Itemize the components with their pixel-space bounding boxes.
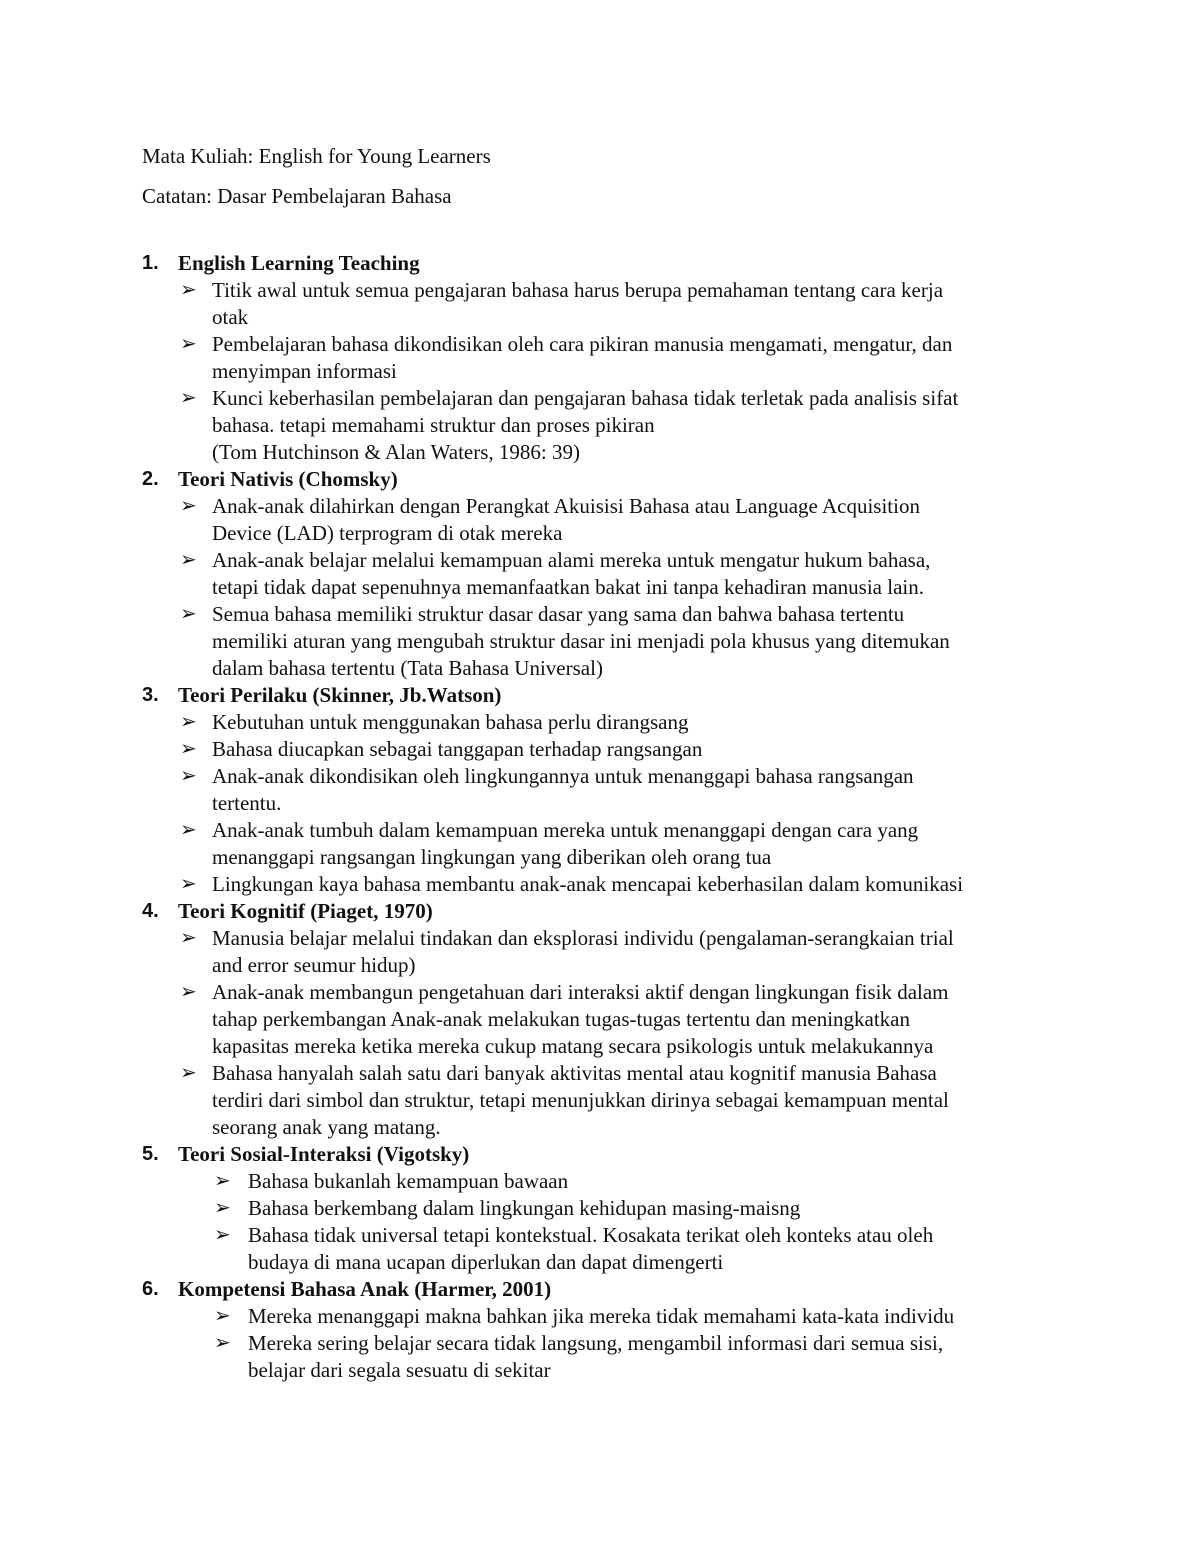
citation: (Tom Hutchinson & Alan Waters, 1986: 39) [212,440,580,464]
arrowhead-bullet-icon: ➢ [180,1062,197,1084]
bullet-item [0,709,1200,736]
bullet-text-line: Manusia belajar melalui tindakan dan eksplorasi individu (pengalaman-serangkaian trial [212,926,954,950]
bullet-item [0,817,1200,871]
bullet-item [0,736,1200,763]
section-heading [0,1276,1200,1303]
bullet-text-line: Device (LAD) terprogram di otak mereka [212,521,563,545]
section-title: Teori Perilaku (Skinner, Jb.Watson) [178,683,502,707]
section-title: Teori Kognitif (Piaget, 1970) [178,899,433,923]
arrowhead-bullet-icon: ➢ [180,711,197,733]
bullet-item [0,601,1200,682]
note-title: Catatan: Dasar Pembelajaran Bahasa [142,184,452,208]
arrowhead-bullet-icon: ➢ [214,1305,231,1327]
bullet-text-line: menyimpan informasi [212,359,397,383]
bullet-item [0,331,1200,385]
arrowhead-bullet-icon: ➢ [180,738,197,760]
section-number: 4. [142,900,159,922]
bullet-item [0,925,1200,979]
bullet-text-line: Anak-anak dilahirkan dengan Perangkat Akuisisi Bahasa atau Language Acquisition [212,494,920,518]
course-title: Mata Kuliah: English for Young Learners [142,144,491,168]
section-heading [0,898,1200,925]
numbered-section-list [0,250,1200,1384]
arrowhead-bullet-icon: ➢ [180,387,197,409]
section-title: Teori Nativis (Chomsky) [178,467,398,491]
bullet-text-line: Lingkungan kaya bahasa membantu anak-anak mencapai keberhasilan dalam komunikasi [212,872,964,896]
section-number: 2. [142,468,159,490]
bullet-text-line: Pembelajaran bahasa dikondisikan oleh cara pikiran manusia mengamati, mengatur, dan [212,332,953,356]
section-number: 3. [142,684,159,706]
bullet-item [0,1168,1200,1195]
section-title: English Learning Teaching [178,251,420,275]
bullet-text-line: tetapi tidak dapat sepenuhnya memanfaatkan bakat ini tanpa kehadiran manusia lain. [212,575,924,599]
arrowhead-bullet-icon: ➢ [180,495,197,517]
section-number: 6. [142,1278,159,1300]
bullet-text-line: Anak-anak dikondisikan oleh lingkungannya untuk menanggapi bahasa rangsangan [212,764,914,788]
bullet-text-line: Mereka sering belajar secara tidak langsung, mengambil informasi dari semua sisi, [248,1331,944,1355]
arrowhead-bullet-icon: ➢ [180,765,197,787]
bullet-item [0,1330,1200,1384]
bullet-item [0,1222,1200,1276]
bullet-item [0,979,1200,1060]
bullet-text-line: kapasitas mereka ketika mereka cukup matang secara psikologis untuk melakukannya [212,1034,934,1058]
bullet-text-line: Kunci keberhasilan pembelajaran dan pengajaran bahasa tidak terletak pada analisis sifat [212,386,959,410]
bullet-text-line: Kebutuhan untuk menggunakan bahasa perlu dirangsang [212,710,689,734]
arrowhead-bullet-icon: ➢ [214,1170,231,1192]
section-number: 1. [142,252,159,274]
section-heading [0,1141,1200,1168]
bullet-text-line: tahap perkembangan Anak-anak melakukan tugas-tugas tertentu dan meningkatkan [212,1007,911,1031]
arrowhead-bullet-icon: ➢ [180,873,197,895]
bullet-text-line: tertentu. [212,791,282,815]
bullet-text-line: Titik awal untuk semua pengajaran bahasa harus berupa pemahaman tentang cara kerja [212,278,944,302]
bullet-item [0,547,1200,601]
bullet-text-line: terdiri dari simbol dan struktur, tetapi menunjukkan dirinya sebagai kemampuan mental [212,1088,949,1112]
bullet-text-line: dalam bahasa tertentu (Tata Bahasa Universal) [212,656,603,680]
section-heading [0,682,1200,709]
bullet-text-line: Anak-anak belajar melalui kemampuan alami mereka untuk mengatur hukum bahasa, [212,548,931,572]
arrowhead-bullet-icon: ➢ [214,1224,231,1246]
arrowhead-bullet-icon: ➢ [180,279,197,301]
bullet-item [0,493,1200,547]
bullet-item [0,1060,1200,1141]
bullet-item [0,385,1200,439]
bullet-text-line: budaya di mana ucapan diperlukan dan dapat dimengerti [248,1250,724,1274]
bullet-text-line: bahasa. tetapi memahami struktur dan proses pikiran [212,413,655,437]
arrowhead-bullet-icon: ➢ [214,1197,231,1219]
bullet-text-line: Bahasa diucapkan sebagai tanggapan terhadap rangsangan [212,737,703,761]
bullet-text-line: menanggapi rangsangan lingkungan yang diberikan oleh orang tua [212,845,772,869]
bullet-text-line: Anak-anak tumbuh dalam kemampuan mereka untuk menanggapi dengan cara yang [212,818,919,842]
bullet-text-line: seorang anak yang matang. [212,1115,441,1139]
bullet-text-line: Bahasa bukanlah kemampuan bawaan [248,1169,569,1193]
bullet-text-line: Anak-anak membangun pengetahuan dari interaksi aktif dengan lingkungan fisik dalam [212,980,949,1004]
bullet-text-line: Bahasa hanyalah salah satu dari banyak aktivitas mental atau kognitif manusia Bahasa [212,1061,937,1085]
bullet-item [0,277,1200,331]
bullet-text-line: memiliki aturan yang mengubah struktur dasar ini menjadi pola khusus yang ditemukan [212,629,950,653]
bullet-item [0,1303,1200,1330]
section-title: Teori Sosial-Interaksi (Vigotsky) [178,1142,470,1166]
bullet-text-line: and error seumur hidup) [212,953,416,977]
bullet-text-line: belajar dari segala sesuatu di sekitar [248,1358,551,1382]
arrowhead-bullet-icon: ➢ [180,603,197,625]
bullet-item [0,871,1200,898]
bullet-item [0,763,1200,817]
arrowhead-bullet-icon: ➢ [180,819,197,841]
section-heading [0,466,1200,493]
bullet-text-line: Bahasa tidak universal tetapi kontekstual. Kosakata terikat oleh konteks atau oleh [248,1223,934,1247]
section-number: 5. [142,1143,159,1165]
bullet-item [0,1195,1200,1222]
arrowhead-bullet-icon: ➢ [180,927,197,949]
bullet-text-line: Semua bahasa memiliki struktur dasar dasar yang sama dan bahwa bahasa tertentu [212,602,905,626]
bullet-text-line: Mereka menanggapi makna bahkan jika mereka tidak memahami kata-kata individu [248,1304,955,1328]
arrowhead-bullet-icon: ➢ [180,981,197,1003]
bullet-text-line: otak [212,305,249,329]
section-heading [0,250,1200,277]
bullet-text-line: Bahasa berkembang dalam lingkungan kehidupan masing-maisng [248,1196,801,1220]
arrowhead-bullet-icon: ➢ [180,333,197,355]
arrowhead-bullet-icon: ➢ [180,549,197,571]
arrowhead-bullet-icon: ➢ [214,1332,231,1354]
section-title: Kompetensi Bahasa Anak (Harmer, 2001) [178,1277,552,1301]
